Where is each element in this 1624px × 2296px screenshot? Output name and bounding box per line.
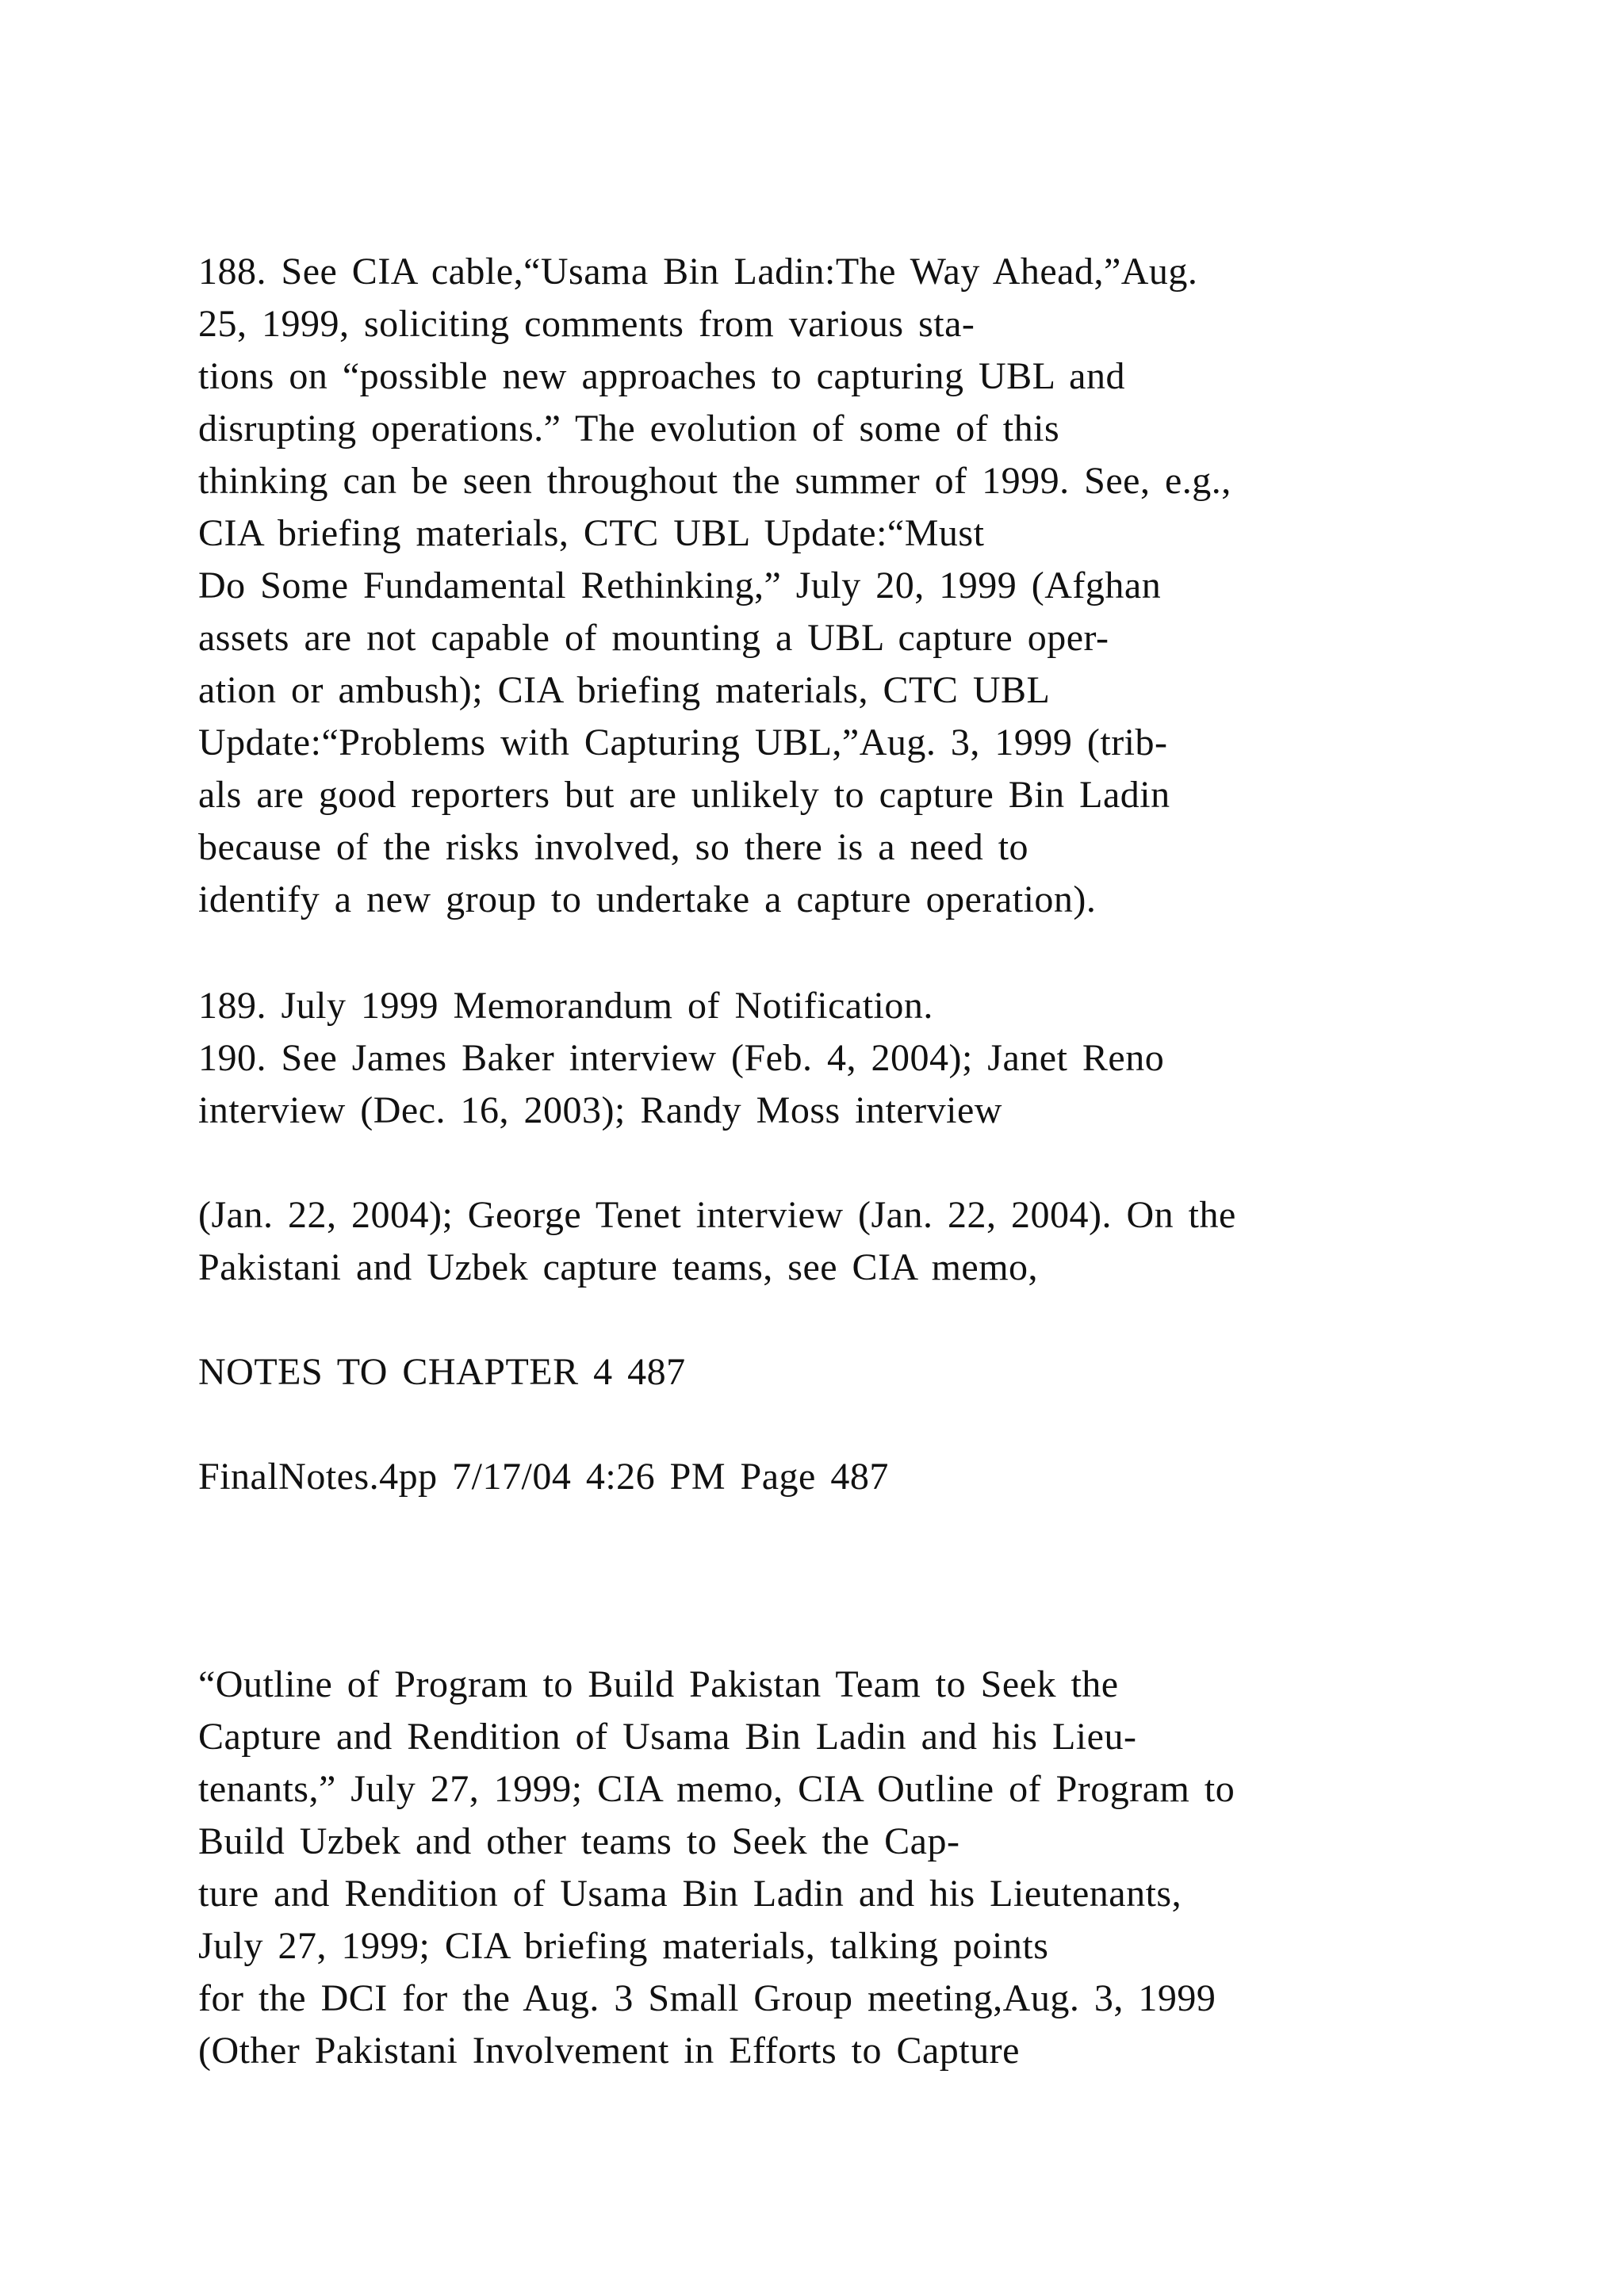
text-line: 189. July 1999 Memorandum of Notification.	[198, 985, 933, 1027]
continuation-text	[198, 1659, 1467, 2077]
text-line: ture and Rendition of Usama Bin Ladin and his Lieutenants,	[198, 1873, 1182, 1915]
footnote-188	[198, 246, 1467, 926]
text-line: als are good reporters but are unlikely to capture Bin Ladin	[198, 774, 1170, 816]
text-line: interview (Dec. 16, 2003); Randy Moss interview	[198, 1089, 1002, 1131]
text-line: Pakistani and Uzbek capture teams, see CIA memo,	[198, 1246, 1039, 1288]
text-line: CIA briefing materials, CTC UBL Update:“Must	[198, 512, 985, 554]
text-line: thinking can be seen throughout the summer of 1999. See, e.g.,	[198, 460, 1231, 502]
running-footer-meta	[198, 1451, 1467, 1503]
chapter-label: NOTES TO CHAPTER 4 487	[198, 1351, 686, 1393]
text-line: for the DCI for the Aug. 3 Small Group meeting,Aug. 3, 1999	[198, 1977, 1216, 2019]
text-line: because of the risks involved, so there is a need to	[198, 826, 1029, 868]
file-meta-line: FinalNotes.4pp 7/17/04 4:26 PM Page 487	[198, 1456, 889, 1498]
text-line: July 27, 1999; CIA briefing materials, talking points	[198, 1925, 1049, 1967]
footnote-190-continued	[198, 1189, 1467, 1294]
text-line: assets are not capable of mounting a UBL capture oper-	[198, 617, 1109, 659]
text-line: tenants,” July 27, 1999; CIA memo, CIA Outline of Program to	[198, 1768, 1235, 1810]
text-line: Update:“Problems with Capturing UBL,”Aug. 3, 1999 (trib-	[198, 721, 1168, 763]
text-line: 190. See James Baker interview (Feb. 4, 2004); Janet Reno	[198, 1037, 1165, 1079]
text-line: (Jan. 22, 2004); George Tenet interview (Jan. 22, 2004). On the	[198, 1194, 1236, 1236]
text-line: tions on “possible new approaches to capturing UBL and	[198, 355, 1125, 397]
text-line: ation or ambush); CIA briefing materials, CTC UBL	[198, 669, 1051, 711]
text-line: 188. See CIA cable,“Usama Bin Ladin:The Way Ahead,”Aug.	[198, 251, 1198, 293]
text-line: “Outline of Program to Build Pakistan Team to Seek the	[198, 1663, 1119, 1705]
text-line: identify a new group to undertake a capture operation).	[198, 878, 1097, 920]
text-line: 25, 1999, soliciting comments from various sta-	[198, 303, 975, 345]
text-line: disrupting operations.” The evolution of some of this	[198, 408, 1060, 450]
footnotes-189-190	[198, 980, 1467, 1137]
text-line: Build Uzbek and other teams to Seek the Cap-	[198, 1820, 960, 1862]
text-line: (Other Pakistani Involvement in Efforts to Capture	[198, 2030, 1020, 2072]
running-footer-chapter	[198, 1346, 1467, 1399]
text-line: Do Some Fundamental Rethinking,” July 20, 1999 (Afghan	[198, 564, 1162, 607]
text-line: Capture and Rendition of Usama Bin Ladin and his Lieu-	[198, 1716, 1137, 1758]
